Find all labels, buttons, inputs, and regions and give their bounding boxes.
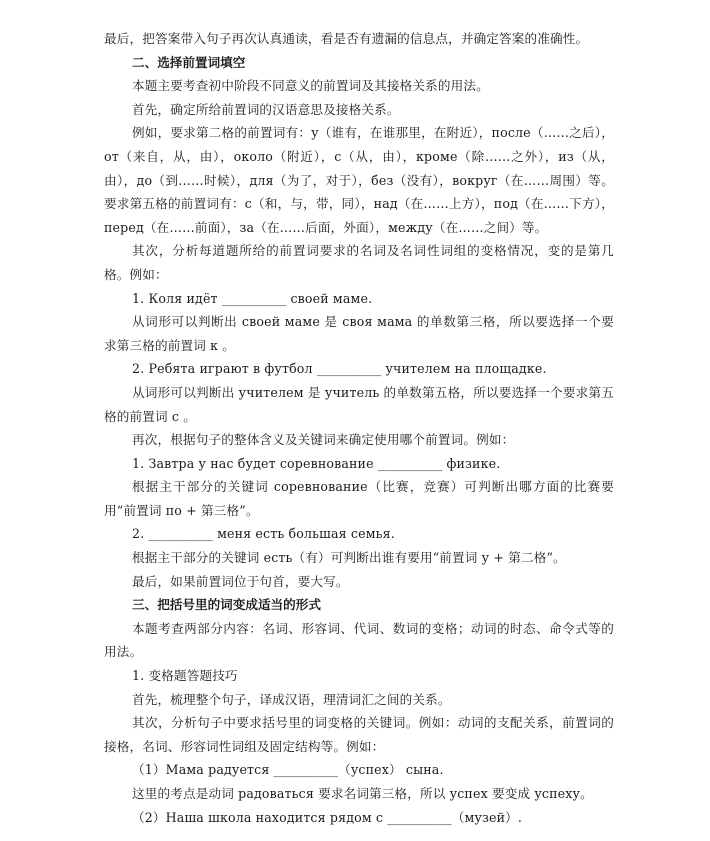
paragraph: 本题主要考查初中阶段不同意义的前置词及其接格关系的用法。 — [132, 78, 489, 94]
paragraph-preposition-list: 例如，要求第二格的前置词有：у（谁有，在谁那里，在附近），после（……之后），от（来自，从，由），около（附近），с（从，由），кроме（除……之外），из（从，由），до（到……时候），для（为了，对于），без（没有），вокруг（在……周围）等。要求第五格的前置词有：с（和，与，带，同），над（在……上方），под（在……下方），перед（在……前面），за（在……后面，外面），между（在……之间）等。 — [104, 125, 614, 235]
paragraph: 首先，确定所给前置词的汉语意思及接格关系。 — [132, 101, 400, 117]
paragraph: 本题考查两部分内容：名词、形容词、代词、数词的变格；动词的时态、命令式等的用法。 — [104, 620, 614, 660]
subsection-title: 1. 变格题答题技巧 — [132, 668, 238, 684]
paragraph: 从词形可以判断出 учителем 是 учитель 的单数第五格，所以要选择一个要求第五格的前置词 с 。 — [104, 384, 614, 424]
paragraph: 首先，梳理整个句子，译成汉语，理清词汇之间的关系。 — [132, 691, 451, 707]
document-page — [104, 27, 614, 829]
example-sentence: （1）Мама радуется __________（успех） сына. — [132, 762, 444, 778]
example-sentence: 2. Ребята играют в футбол __________ учителем на площадке. — [132, 361, 547, 377]
example-sentence: 1. Коля идёт __________ своей маме. — [132, 290, 373, 306]
paragraph: 根据主干部分的关键词 есть（有）可判断出谁有要用“前置词 у + 第二格”。 — [132, 550, 566, 566]
paragraph: 从词形可以判断出 своей маме 是 своя мама 的单数第三格，所以要选择一个要求第三格的前置词 к 。 — [104, 314, 614, 353]
paragraph: 再次，根据句子的整体含义及关键词来确定使用哪个前置词。例如： — [132, 432, 515, 448]
section-heading-word-forms: 三、把括号里的词变成适当的形式 — [132, 597, 321, 613]
paragraph: 其次，分析每道题所给的前置词要求的名词及名词性词组的变格情况，变的是第几格。例如： — [104, 243, 614, 282]
paragraph: 这里的考点是动词 радоваться 要求名词第三格，所以 успех 要变成 успеху。 — [132, 786, 593, 801]
example-sentence: 2. __________ меня есть большая семья. — [132, 526, 395, 542]
section-heading-prepositions: 二、选择前置词填空 — [132, 54, 246, 70]
example-sentence: 1. Завтра у нас будет соревнование __________ физике. — [132, 455, 501, 471]
paragraph: 其次，分析句子中要求括号里的词变格的关键词。例如：动词的支配关系，前置词的接格，名词、形容词性词组及固定结构等。例如： — [104, 715, 614, 754]
paragraph-check-answer: 最后，把答案带入句子再次认真通读，看是否有遗漏的信息点，并确定答案的准确性。 — [104, 31, 589, 46]
example-sentence: （2）Наша школа находится рядом с __________（музей）. — [132, 809, 523, 825]
paragraph: 根据主干部分的关键词 соревнование（比赛，竞赛）可判断出哪方面的比赛要用“前置词 по + 第三格”。 — [104, 479, 614, 518]
paragraph: 最后，如果前置词位于句首，要大写。 — [132, 573, 349, 589]
